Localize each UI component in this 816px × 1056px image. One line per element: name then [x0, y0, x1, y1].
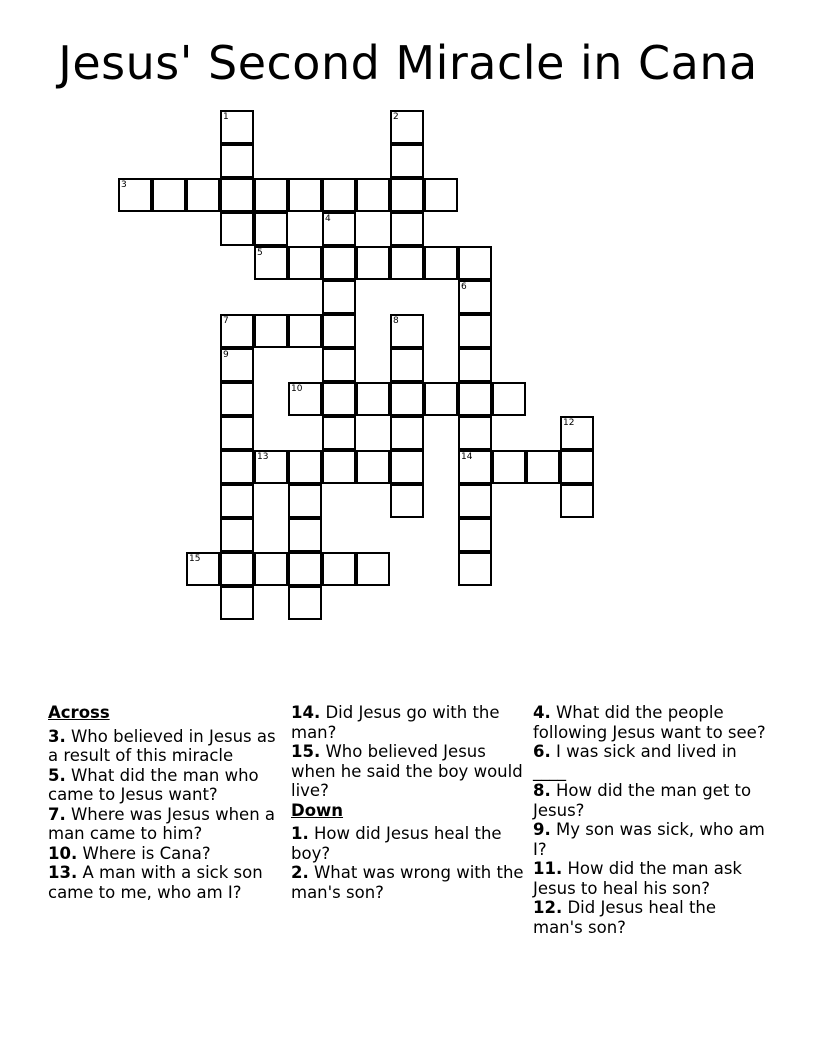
grid-cell[interactable] — [424, 178, 458, 212]
grid-cell[interactable] — [322, 416, 356, 450]
clue-number: 5 — [257, 248, 263, 258]
grid-cell-12[interactable] — [560, 416, 594, 450]
clue-number: 2 — [393, 112, 399, 122]
clue-number: 15 — [189, 554, 201, 564]
grid-cell[interactable] — [254, 178, 288, 212]
grid-cell[interactable] — [390, 144, 424, 178]
clue-text: What did the people following Jesus want to see? — [533, 703, 766, 742]
grid-cell[interactable] — [220, 144, 254, 178]
clue-number-label: 13. — [48, 863, 78, 882]
clue-text: Who believed Jesus when he said the boy would live? — [291, 742, 523, 800]
puzzle-title: Jesus' Second Miracle in Cana — [58, 36, 758, 90]
grid-cell[interactable] — [390, 246, 424, 280]
grid-cell[interactable] — [322, 348, 356, 382]
grid-cell[interactable] — [220, 450, 254, 484]
clue-text: Where was Jesus when a man came to him? — [48, 804, 276, 843]
clue-number-label: 1. — [291, 824, 309, 843]
grid-cell[interactable] — [288, 552, 322, 586]
grid-cell[interactable] — [560, 450, 594, 484]
grid-cell[interactable] — [458, 246, 492, 280]
grid-cell[interactable] — [322, 246, 356, 280]
grid-cell[interactable] — [458, 382, 492, 416]
grid-cell[interactable] — [458, 416, 492, 450]
clue-text: Did Jesus heal the man's son? — [533, 898, 717, 937]
clue-text: What was wrong with the man's son? — [291, 863, 524, 902]
grid-cell[interactable] — [220, 518, 254, 552]
grid-cell[interactable] — [492, 382, 526, 416]
grid-cell-7[interactable] — [220, 314, 254, 348]
grid-cell[interactable] — [390, 416, 424, 450]
grid-cell-2[interactable] — [390, 110, 424, 144]
clue-number: 4 — [325, 214, 331, 224]
grid-cell-4[interactable] — [322, 212, 356, 246]
clue-text: Who believed in Jesus as a result of this miracle — [48, 726, 276, 765]
clue-text: How did Jesus heal the boy? — [291, 824, 502, 863]
grid-cell[interactable] — [220, 212, 254, 246]
down-heading: Down — [291, 800, 344, 820]
grid-cell[interactable] — [322, 552, 356, 586]
grid-cell[interactable] — [322, 314, 356, 348]
clue-number-label: 3. — [48, 726, 66, 746]
clue-13 — [48, 863, 284, 902]
clue-number-label: 14. — [291, 703, 321, 722]
grid-cell-3[interactable] — [118, 178, 152, 212]
grid-cell[interactable] — [288, 178, 322, 212]
clue-column-1 — [48, 703, 284, 902]
grid-cell[interactable] — [390, 484, 424, 518]
clue-text: Where is Cana? — [77, 843, 211, 863]
grid-cell[interactable] — [288, 484, 322, 518]
clue-number-label: 2. — [291, 863, 309, 882]
grid-cell[interactable] — [458, 348, 492, 382]
grid-cell[interactable] — [186, 178, 220, 212]
clue-number-label: 15. — [291, 742, 321, 761]
clue-text: What did the man who came to Jesus want? — [48, 765, 259, 804]
grid-cell[interactable] — [458, 552, 492, 586]
grid-cell[interactable] — [356, 450, 390, 484]
grid-cell[interactable] — [458, 518, 492, 552]
grid-cell[interactable] — [560, 484, 594, 518]
grid-cell-13[interactable] — [254, 450, 288, 484]
grid-cell[interactable] — [254, 552, 288, 586]
grid-cell[interactable] — [356, 382, 390, 416]
clue-number-label: 4. — [533, 703, 551, 722]
clue-number: 6 — [461, 282, 467, 292]
clue-text: Did Jesus go with the man? — [291, 703, 500, 742]
clue-number: 9 — [223, 350, 229, 360]
clue-14 — [291, 703, 527, 742]
clue-column-3 — [533, 703, 769, 937]
grid-cell[interactable] — [322, 450, 356, 484]
clue-number: 1 — [223, 112, 229, 122]
grid-cell[interactable] — [424, 382, 458, 416]
grid-cell[interactable] — [322, 178, 356, 212]
clue-number: 8 — [393, 316, 399, 326]
grid-cell[interactable] — [254, 212, 288, 246]
clue-column-2 — [291, 703, 527, 902]
clue-number-label: 6. — [533, 742, 551, 761]
grid-cell[interactable] — [220, 178, 254, 212]
clue-3 — [48, 727, 284, 766]
grid-cell[interactable] — [288, 246, 322, 280]
clue-text: A man with a sick son came to me, who am I? — [48, 863, 263, 902]
grid-cell-8[interactable] — [390, 314, 424, 348]
grid-cell-1[interactable] — [220, 110, 254, 144]
grid-cell[interactable] — [220, 382, 254, 416]
grid-cell[interactable] — [458, 484, 492, 518]
grid-cell[interactable] — [220, 416, 254, 450]
grid-cell[interactable] — [220, 552, 254, 586]
grid-cell-15[interactable] — [186, 552, 220, 586]
grid-cell[interactable] — [390, 450, 424, 484]
grid-cell[interactable] — [526, 450, 560, 484]
clue-text: My son was sick, who am I? — [533, 820, 765, 859]
clue-text: How did the man ask Jesus to heal his son? — [533, 859, 742, 898]
grid-cell[interactable] — [390, 348, 424, 382]
grid-cell[interactable] — [356, 552, 390, 586]
clue-number-label: 5. — [48, 765, 66, 785]
clue-2 — [291, 863, 527, 902]
clue-number-label: 12. — [533, 898, 563, 917]
grid-cell-5[interactable] — [254, 246, 288, 280]
grid-cell[interactable] — [356, 246, 390, 280]
grid-cell[interactable] — [424, 246, 458, 280]
clue-number-label: 11. — [533, 859, 563, 878]
grid-cell[interactable] — [390, 382, 424, 416]
grid-cell-9[interactable] — [220, 348, 254, 382]
clue-text: How did the man get to Jesus? — [533, 781, 752, 820]
grid-cell[interactable] — [288, 586, 322, 620]
clue-number-label: 10. — [48, 843, 78, 863]
grid-cell[interactable] — [288, 450, 322, 484]
clue-number-label: 9. — [533, 820, 551, 839]
clue-text: I was sick and lived in ____ — [533, 742, 737, 781]
clue-number-label: 8. — [533, 781, 551, 800]
clue-number: 14 — [461, 452, 473, 462]
clue-5 — [48, 766, 284, 805]
clue-12 — [533, 898, 769, 937]
grid-cell[interactable] — [492, 450, 526, 484]
grid-cell[interactable] — [322, 280, 356, 314]
grid-cell[interactable] — [254, 314, 288, 348]
grid-cell[interactable] — [288, 314, 322, 348]
clue-9 — [533, 820, 769, 859]
clue-10 — [48, 844, 284, 864]
grid-cell[interactable] — [220, 586, 254, 620]
grid-cell-6[interactable] — [458, 280, 492, 314]
clue-15 — [291, 742, 527, 801]
grid-cell[interactable] — [390, 212, 424, 246]
grid-cell[interactable] — [356, 178, 390, 212]
clue-8 — [533, 781, 769, 820]
grid-cell[interactable] — [220, 484, 254, 518]
grid-cell[interactable] — [322, 382, 356, 416]
grid-cell[interactable] — [390, 178, 424, 212]
grid-cell[interactable] — [288, 518, 322, 552]
clue-number: 12 — [563, 418, 575, 428]
clue-7 — [48, 805, 284, 844]
grid-cell[interactable] — [458, 314, 492, 348]
across-heading: Across — [48, 703, 110, 722]
clue-number: 10 — [291, 384, 303, 394]
clue-number: 7 — [223, 316, 229, 326]
grid-cell[interactable] — [152, 178, 186, 212]
clue-11 — [533, 859, 769, 898]
grid-cell-10[interactable] — [288, 382, 322, 416]
clue-number-label: 7. — [48, 804, 66, 824]
clue-6 — [533, 742, 769, 781]
clue-1 — [291, 824, 527, 863]
grid-cell-14[interactable] — [458, 450, 492, 484]
clue-number: 3 — [121, 180, 127, 190]
clue-4 — [533, 703, 769, 742]
clue-number: 13 — [257, 452, 269, 462]
